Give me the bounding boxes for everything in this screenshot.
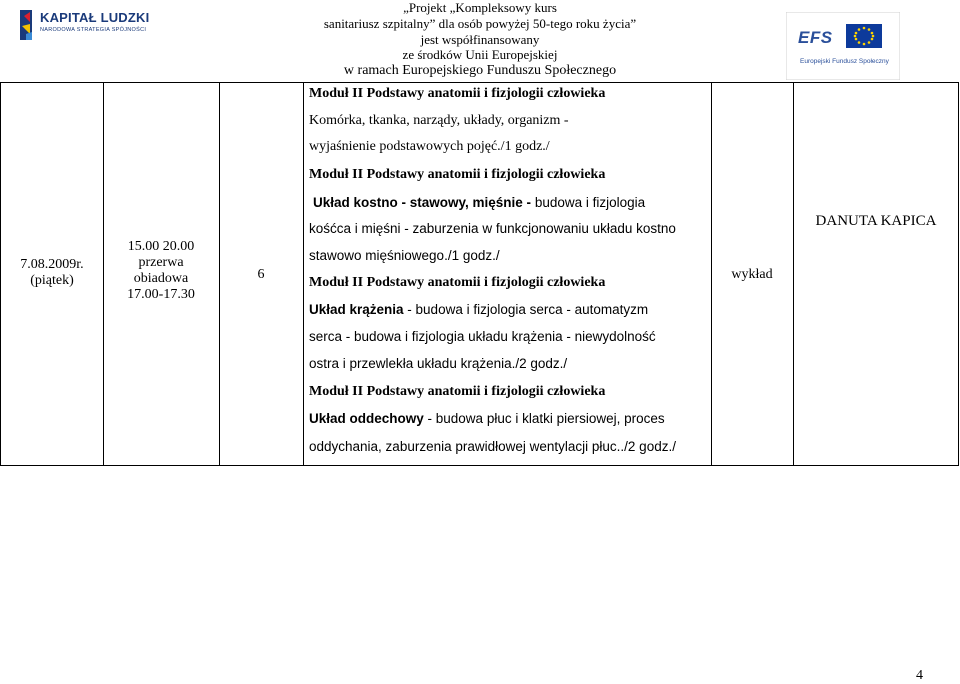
efs-logo-title: EFS (798, 28, 833, 47)
break-time: 17.00-17.30 (127, 287, 195, 302)
module-heading: Moduł II Podstawy anatomii i fizjologii człowieka (309, 86, 606, 101)
form-value: wykład (731, 267, 773, 282)
topic-line: wyjaśnienie podstawowych pojęć./1 godz./ (309, 139, 550, 154)
topic-line (309, 302, 648, 317)
lecturer-name: DANUTA KAPICA (815, 213, 937, 229)
time-cell (103, 239, 219, 303)
topic-line: serca - budowa i fizjologia układu krążenia - niewydolność (309, 329, 656, 344)
header-line: „Projekt „Kompleksowy kurs (403, 0, 557, 15)
topic-line: kośćca i mięśni - zaburzenia w funkcjonowaniu układu kostno (309, 221, 676, 236)
topic-line: ostra i przewlekła układu krążenia./2 godz./ (309, 356, 568, 371)
break-label-2: obiadowa (133, 271, 189, 286)
kapital-ludzki-title: KAPITAŁ LUDZKI (40, 10, 150, 25)
topic-description: budowa i fizjologia (531, 195, 646, 210)
efs-logo-caption: Europejski Fundusz Społeczny (800, 58, 889, 65)
topic-line (309, 411, 665, 426)
time-range: 15.00 20.00 (127, 239, 195, 254)
header-line: jest współfinansowany (420, 31, 540, 47)
header-line: sanitariusz szpitalny” dla osób powyżej 50-tego roku życia” (323, 15, 637, 31)
topic-title: Układ oddechowy (309, 411, 424, 426)
page-number: 4 (916, 668, 923, 683)
topic-line (313, 195, 645, 210)
topic-line: stawowo mięśniowego./1 godz./ (309, 248, 500, 263)
topic-title: Układ krążenia (309, 302, 404, 317)
column-divider (958, 83, 959, 465)
date-value: 7.08.2009r. (20, 257, 84, 272)
topic-description: - budowa i fizjologia serca - automatyzm (403, 302, 649, 317)
hours-cell (219, 267, 303, 283)
topic-line: Komórka, tkanka, narządy, układy, organizm - (309, 113, 569, 128)
date-cell (1, 257, 103, 289)
module-heading: Moduł II Podstawy anatomii i fizjologii człowieka (309, 275, 606, 290)
break-label: przerwa (138, 255, 184, 270)
column-divider (793, 83, 794, 465)
lecturer-cell (793, 213, 959, 229)
hours-value: 6 (257, 267, 265, 282)
topic-description: - budowa płuc i klatki piersiowej, proces (423, 411, 665, 426)
kapital-ludzki-subtitle: NARODOWA STRATEGIA SPÓJNOŚCI (40, 27, 147, 33)
module-heading: Moduł II Podstawy anatomii i fizjologii człowieka (309, 384, 606, 399)
header-line: w ramach Europejskiego Funduszu Społecznego (343, 63, 617, 79)
form-cell (711, 267, 793, 283)
project-header-text (300, 0, 660, 79)
topic-line: oddychania, zaburzenia prawidłowej wentylacji płuc../2 godz./ (309, 439, 676, 454)
schedule-table (0, 82, 959, 466)
topic-title: Układ kostno - stawowy, mięśnie - (313, 195, 532, 210)
weekday-value: (piątek) (30, 273, 74, 288)
module-heading: Moduł II Podstawy anatomii i fizjologii człowieka (309, 167, 606, 182)
page-header (0, 0, 960, 82)
header-line: ze środków Unii Europejskiej (402, 47, 558, 63)
column-divider (303, 83, 304, 465)
